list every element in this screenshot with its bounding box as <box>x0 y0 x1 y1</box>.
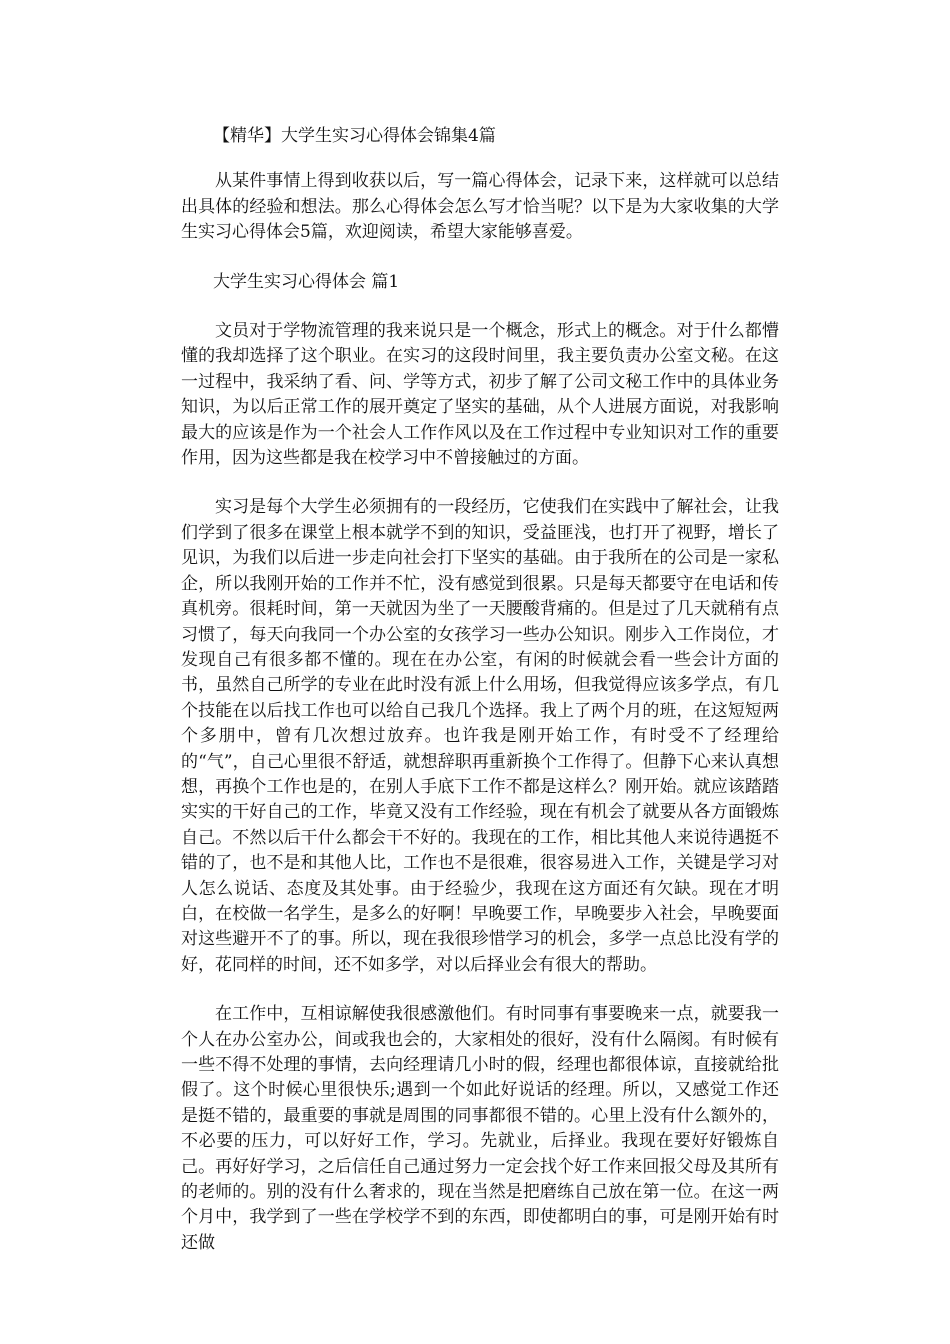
section-heading: 大学生实习心得体会 篇1 <box>213 271 400 292</box>
document-title: 【精华】大学生实习心得体会锦集4篇 <box>213 126 496 146</box>
body-paragraph-3: 在工作中，互相谅解使我很感激他们。有时同事有事要晚来一点，就要我一个人在办公室办公，间或我也会的，大家相处的很好，没有什么隔阂。有时候有一些不得不处理的事情，去向经理请几小时的假，经理也都很体谅，直接就给批假了。这个时候心里很快乐;遇到一个如此好说话的经理。所以，又感觉工作还是挺不错的，最重要的事就是周围的同事都很不错的。心里上没有什么额外的，不必要的压力，可以好好工作，学习。先就业，后择业。我现在要好好锻炼自己。再好好学习，之后信任自己通过努力一定会找个好工作来回报父母及其所有的老师的。别的没有什么奢求的，现在当然是把磨练自己放在第一位。在这一两个月中，我学到了一些在学校学不到的东西，即使都明白的事，可是刚开始有时还做 <box>181 1004 779 1253</box>
body-paragraph-1: 文员对于学物流管理的我来说只是一个概念，形式上的概念。对于什么都懵懂的我却选择了这个职业。在实习的这段时间里，我主要负责办公室文秘。在这一过程中，我采纳了看、问、学等方式，初步了解了公司文秘工作中的具体业务知识，为以后正常工作的展开奠定了坚实的基础，从个人进展方面说，对我影响最大的应该是作为一个社会人工作作风以及在工作过程中专业知识对工作的重要作用，因为这些都是我在校学习中不曾接触过的方面。 <box>181 321 779 469</box>
body-paragraph-2: 实习是每个大学生必须拥有的一段经历，它使我们在实践中了解社会，让我们学到了很多在课堂上根本就学不到的知识，受益匪浅，也打开了视野，增长了见识，为我们以后进一步走向社会打下坚实的基础。由于我所在的公司是一家私企，所以我刚开始的工作并不忙，没有感觉到很累。只是每天都要守在电话和传真机旁。很耗时间，第一天就因为坐了一天腰酸背痛的。但是过了几天就稍有点习惯了，每天向我同一个办公室的女孩学习一些办公知识。刚步入工作岗位，才发现自己有很多都不懂的。现在在办公室，有闲的时候就会看一些会计方面的书，虽然自己所学的专业在此时没有派上什么用场，但我觉得应该多学点，有几个技能在以后找工作也可以给自己我几个选择。我上了两个月的班，在这短短两个多朋中，曾有几次想过放弃。也许我是刚开始工作，有时受不了经理给的“气”，自己心里很不舒适，就想辞职再重新换个工作得了。但静下心来认真想想，再换个工作也是的，在别人手底下工作不都是这样么？刚开始。就应该踏踏实实的干好自己的工作，毕竟又没有工作经验，现在有机会了就要从各方面锻炼自己。不然以后干什么都会干不好的。我现在的工作，相比其他人来说待遇挺不错的了，也不是和其他人比，工作也不是很难，很容易进入工作，关键是学习对人怎么说话、态度及其处事。由于经验少，我现在这方面还有欠缺。现在才明白，在校做一名学生，是多么的好啊！早晚要工作，早晚要步入社会，早晚要面对这些避开不了的事。所以，现在我很珍惜学习的机会，多学一点总比没有学的好，花同样的时间，还不如多学，对以后择业会有很大的帮助。 <box>181 497 779 975</box>
document-body <box>181 124 779 1256</box>
intro-paragraph: 从某件事情上得到收获以后，写一篇心得体会，记录下来，这样就可以总结出具体的经验和想法。那么心得体会怎么写才恰当呢？以下是为大家收集的大学生实习心得体会5篇，欢迎阅读，希望大家能够喜爱。 <box>181 171 779 243</box>
